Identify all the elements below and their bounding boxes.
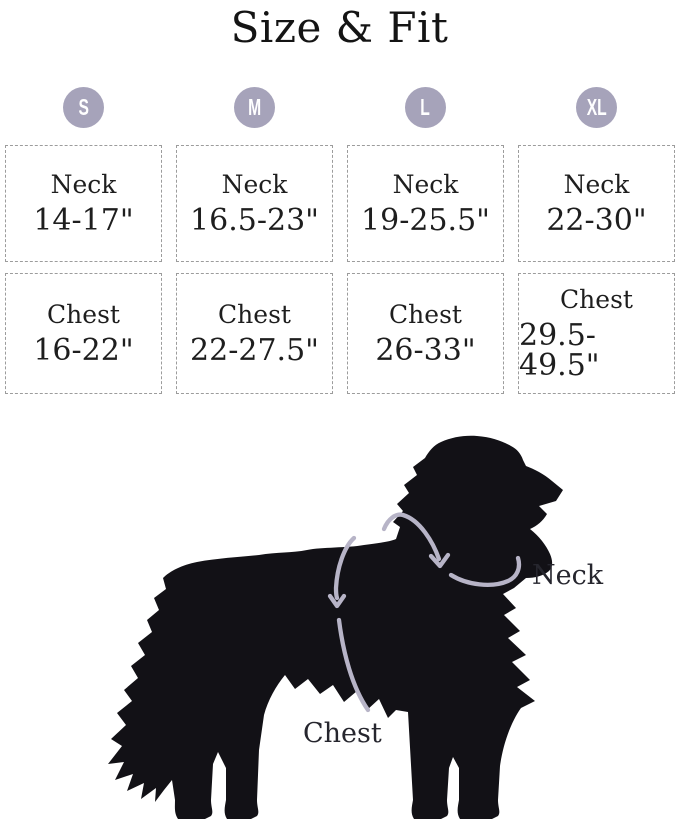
neck-box-m-value: 16.5-23": [190, 202, 319, 238]
size-badge-xl-label: XL: [586, 94, 607, 120]
neck-box-m-label: Neck: [221, 169, 288, 199]
chest-box-xl-label: Chest: [560, 284, 633, 314]
chest-box-xl-value: 29.5-49.5": [519, 317, 600, 383]
size-badge-m-label: M: [247, 94, 262, 120]
chest-box-s-value: 16-22": [33, 332, 134, 368]
neck-arrow-label: Neck: [532, 560, 604, 591]
chest-box-m-value: 22-27.5": [190, 332, 319, 368]
neck-box-s-value: 14-17": [33, 202, 134, 238]
neck-box-l-label: Neck: [392, 169, 459, 199]
dog-silhouette: [108, 436, 563, 819]
neck-box-s-label: Neck: [50, 169, 117, 199]
chest-arrow-label: Chest: [303, 718, 382, 749]
size-badge-l-label: L: [420, 94, 431, 120]
chest-box-m-label: Chest: [218, 299, 291, 329]
neck-box-l-value: 19-25.5": [361, 202, 490, 238]
chest-box-l-label: Chest: [389, 299, 462, 329]
page-title: Size & Fit: [230, 3, 449, 52]
neck-box-xl-value: 22-30": [546, 202, 647, 238]
size-badge-s-label: S: [78, 94, 89, 120]
chest-box-l-value: 26-33": [375, 332, 476, 368]
chest-box-s-label: Chest: [47, 299, 120, 329]
neck-box-xl-label: Neck: [563, 169, 630, 199]
